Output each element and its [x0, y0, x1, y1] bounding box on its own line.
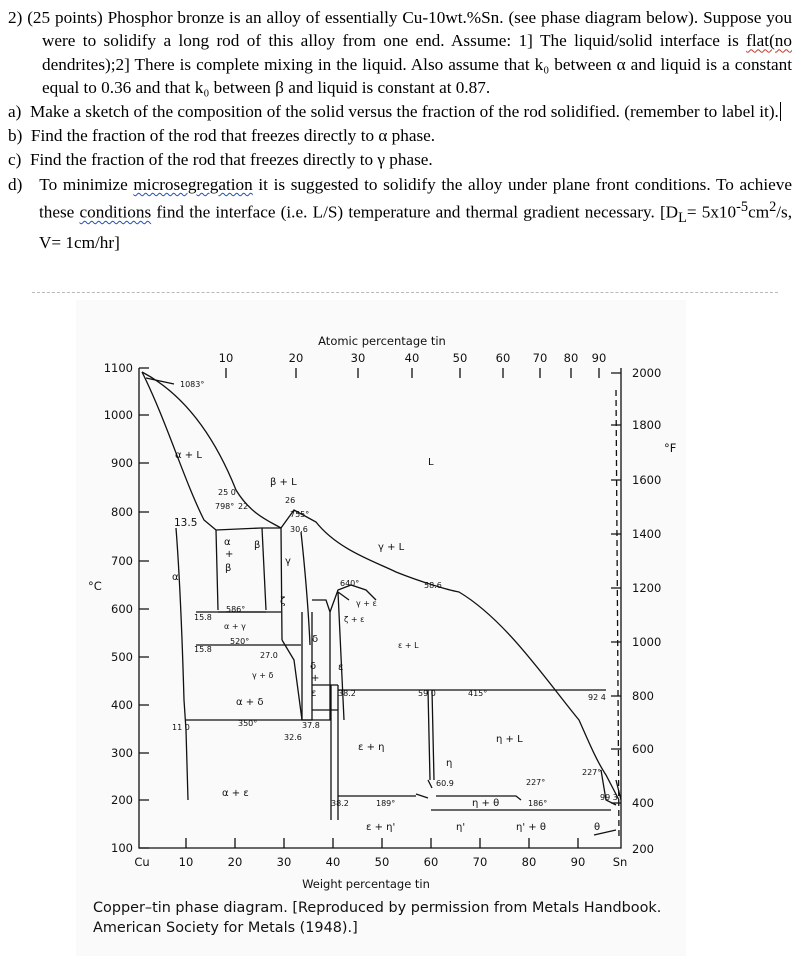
problem-intro: 2) (25 points) Phosphor bronze is an alloy of essentially Cu-10wt.%Sn. (see phase diagram below). Suppose you were to solidify a long rod of this alloy from one end. Assume: 1] The liquid/solid interface is flat(no dendrites);2] There is complete mixing in the liquid. Also assume that k₀ between α and liquid is a constant equal to 0.36 and that k₀ between β and liquid is constant at 0.87. — [8, 8, 792, 98]
right-tick: 1800 — [632, 418, 662, 432]
bottom-tick: 30 — [276, 855, 292, 869]
bottom-axis-title: Weight percentage tin — [302, 877, 430, 891]
microsegregation-word: microsegregation — [133, 174, 253, 194]
label-beta-liquid: β + L — [270, 477, 297, 488]
bottom-tick: 70 — [472, 855, 488, 869]
label-58-6: 58.6 — [424, 581, 442, 590]
label-eps-liquid: ε + L — [398, 641, 419, 650]
label-30-6: 30.6 — [290, 525, 308, 534]
label-15-8b: 15.8 — [194, 645, 212, 654]
label-586: 586° — [226, 605, 246, 614]
right-tick: 200 — [632, 842, 654, 856]
bottom-tick: 20 — [227, 855, 243, 869]
bottom-tick: 90 — [570, 855, 586, 869]
label-alpha: α — [172, 572, 179, 583]
left-unit: °C — [88, 579, 102, 593]
left-tick: 1000 — [103, 408, 133, 422]
cu-sn-phase-diagram — [76, 300, 686, 900]
left-tick: 500 — [111, 650, 133, 664]
label-59-0: 59 0 — [418, 689, 436, 698]
label-38-2a: 38.2 — [338, 689, 356, 698]
label-plus-in-dpe: + — [311, 673, 320, 684]
label-liquid: L — [428, 457, 434, 468]
label-plus-in-apb: + — [225, 549, 234, 560]
label-beta-in-apb: β — [225, 563, 232, 574]
bottom-tick: 60 — [423, 855, 439, 869]
label-eta: η — [446, 758, 453, 769]
top-tick: 90 — [591, 351, 607, 365]
flat-no-text: flat(no — [746, 31, 792, 51]
label-640: 640° — [340, 579, 360, 588]
label-eps-eta-prime: ε + η' — [366, 822, 396, 833]
right-tick: 800 — [632, 689, 654, 703]
top-tick: 50 — [452, 351, 468, 365]
label-alpha-delta: α + δ — [236, 697, 264, 708]
top-tick: 30 — [350, 351, 366, 365]
label-delta: δ — [312, 634, 319, 645]
right-unit: °F — [664, 441, 677, 455]
top-tick: 70 — [532, 351, 548, 365]
left-tick: 900 — [111, 456, 133, 470]
part-a: a) Make a sketch of the composition of the solid versus the fraction of the rod solidified. (remember to label it). — [8, 101, 779, 121]
label-350: 350° — [238, 719, 258, 728]
left-tick: 300 — [111, 746, 133, 760]
label-520: 520° — [230, 637, 250, 646]
caption-line-1: Copper–tin phase diagram. [Reproduced by permission from Metals Handbook. — [93, 900, 662, 916]
label-22: 22 — [238, 502, 249, 511]
label-11-0: 11 0 — [172, 723, 190, 732]
left-tick: 100 — [111, 841, 133, 855]
label-alpha-gamma: α + γ — [224, 622, 246, 631]
left-tick: 200 — [111, 793, 133, 807]
top-tick: 40 — [404, 351, 420, 365]
label-alpha-liquid: α + L — [175, 450, 202, 461]
caption-line-2: American Society for Metals (1948).] — [93, 920, 358, 936]
right-tick: 400 — [632, 796, 654, 810]
bottom-tick: Cu — [134, 855, 150, 869]
label-eta-theta: η + θ — [472, 798, 500, 809]
label-1083: 1083° — [180, 380, 205, 389]
problem-statement — [8, 6, 792, 254]
part-c: c) Find the fraction of the rod that freezes directly to γ phase. — [8, 150, 433, 170]
label-13-5: 13.5 — [174, 517, 198, 529]
label-227-top: 227° — [582, 768, 602, 777]
label-37-8: 37.8 — [302, 721, 320, 730]
right-tick: 1000 — [632, 635, 662, 649]
label-38-2b: 38.2 — [331, 799, 349, 808]
top-axis-title: Atomic percentage tin — [318, 334, 446, 348]
label-186: 186° — [528, 799, 548, 808]
label-99-3: 99 3 — [600, 793, 618, 802]
left-tick: 400 — [111, 698, 133, 712]
left-tick: 700 — [111, 554, 133, 568]
label-gamma-eps: γ + ε — [356, 599, 377, 608]
figure-caption — [93, 898, 693, 938]
label-27-0: 27.0 — [260, 651, 278, 660]
label-gamma-liquid: γ + L — [378, 542, 405, 553]
right-tick: 1400 — [632, 527, 662, 541]
right-tick: 1200 — [632, 581, 662, 595]
part-d: d) To minimize microsegregation it is suggested to solidify the alloy under plane front conditions. To achieve these conditions find the interface (i.e. L/S) temperature and thermal gradient necessary. [$D_L= 5x10^{-5}cm^2/s$, V= 1cm/hr] — [8, 174, 793, 252]
part-b: b) Find the fraction of the rod that freezes directly to α phase. — [8, 126, 436, 146]
left-tick: 600 — [111, 602, 133, 616]
conditions-word: conditions — [79, 202, 152, 222]
label-eta-liquid: η + L — [496, 734, 523, 745]
label-755: 755° — [290, 510, 310, 519]
left-tick: 1100 — [103, 361, 133, 375]
label-gamma: γ — [285, 556, 291, 567]
label-delta-in-dpe: δ — [310, 661, 317, 672]
label-415: 415° — [468, 689, 488, 698]
right-tick: 1600 — [632, 473, 662, 487]
label-26: 26 — [285, 496, 296, 505]
bottom-tick: 50 — [374, 855, 390, 869]
label-alpha-eps: α + ε — [222, 788, 249, 799]
label-theta: θ — [594, 822, 601, 833]
label-eta-prime-theta: η' + θ — [516, 822, 546, 833]
label-zeta: ζ — [280, 596, 286, 607]
label-60-9: 60.9 — [436, 779, 454, 788]
label-gamma-delta: γ + δ — [252, 671, 274, 680]
bottom-tick: Sn — [612, 855, 628, 869]
top-tick: 80 — [563, 351, 579, 365]
top-tick: 20 — [288, 351, 304, 365]
label-eps-in-dpe: ε — [311, 688, 317, 699]
label-zeta-eps: ζ + ε — [344, 615, 365, 624]
bottom-tick: 80 — [521, 855, 537, 869]
label-227: 227° — [526, 778, 546, 787]
label-eps-eta: ε + η — [358, 742, 385, 753]
top-tick: 10 — [218, 351, 234, 365]
label-15-8a: 15.8 — [194, 613, 212, 622]
label-beta: β — [254, 540, 261, 551]
label-25-0: 25 0 — [218, 488, 236, 497]
bottom-tick: 10 — [178, 855, 194, 869]
right-tick: 2000 — [632, 366, 662, 380]
phase-diagram-figure — [76, 300, 686, 956]
right-tick: 600 — [632, 742, 654, 756]
label-189: 189° — [376, 799, 396, 808]
label-eps: ε — [338, 662, 344, 673]
label-798: 798° — [215, 502, 235, 511]
label-32-6: 32.6 — [284, 733, 302, 742]
top-tick: 60 — [495, 351, 511, 365]
bottom-tick: 40 — [325, 855, 341, 869]
page-break-line — [32, 292, 778, 293]
label-92-4: 92 4 — [588, 693, 606, 702]
left-tick: 800 — [111, 505, 133, 519]
label-eta-prime: η' — [456, 822, 466, 833]
label-alpha-in-apb: α — [224, 537, 231, 548]
